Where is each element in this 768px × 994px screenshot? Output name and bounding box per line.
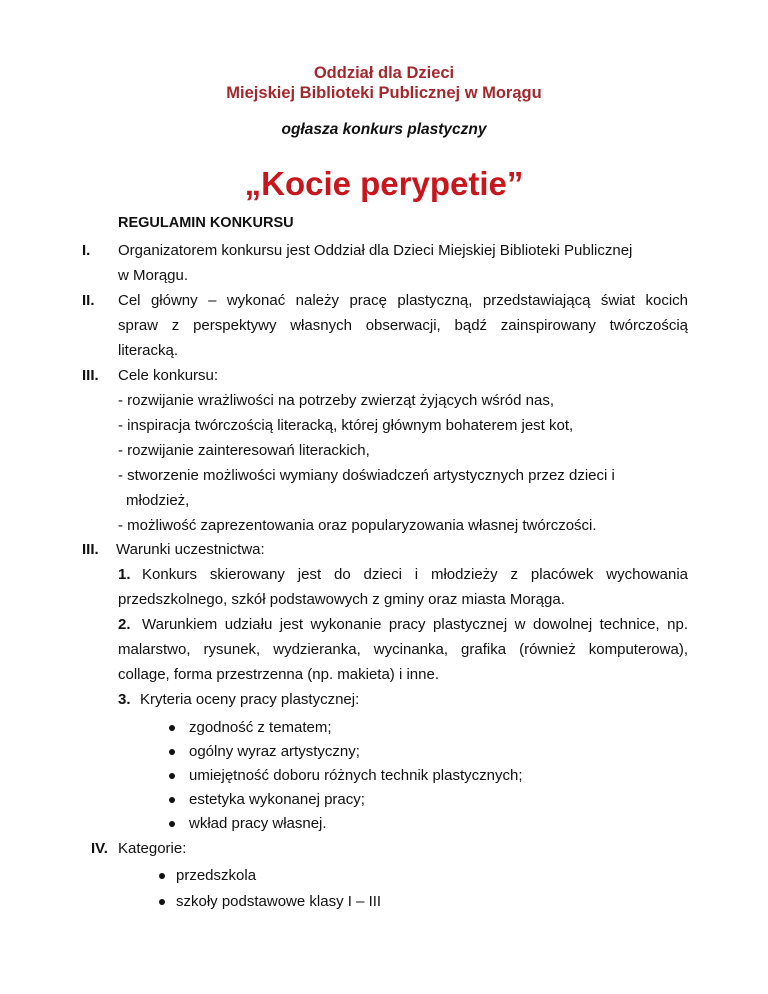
contest-title: „Kocie perypetie”: [244, 165, 524, 202]
item-text: Warunkiem udziału jest wykonanie pracy plastycznej w dowolnej technice, np.: [142, 616, 688, 633]
item-number: 3.: [118, 691, 131, 708]
item-number: 1.: [118, 566, 131, 583]
list-item: wkład pracy własnej.: [189, 815, 327, 832]
bullet-icon: [159, 899, 165, 905]
list-item: przedszkola: [176, 867, 257, 884]
organizer-name-line1: Oddział dla Dzieci: [313, 64, 455, 82]
list-item: - stworzenie możliwości wymiany doświadczeń artystycznych przez dzieci i: [118, 467, 615, 484]
item-text: Konkurs skierowany jest do dzieci i młodzieży z placówek wychowania: [142, 566, 688, 583]
bullet-icon: [159, 873, 165, 879]
item-number: 2.: [118, 616, 131, 633]
section-number: IV.: [91, 840, 108, 857]
regulations-title: REGULAMIN KONKURSU: [118, 215, 294, 231]
section-heading: Kategorie:: [118, 840, 187, 857]
section-text: w Morągu.: [118, 267, 189, 284]
bullet-icon: [169, 725, 175, 731]
section-number: I.: [82, 242, 91, 259]
list-item: zgodność z tematem;: [189, 719, 332, 736]
section-text: Organizatorem konkursu jest Oddział dla Dzieci Miejskiej Biblioteki Publicznej: [118, 242, 633, 259]
section-text: spraw z perspektywy własnych obserwacji, bądź zainspirowany twórczością: [118, 317, 688, 334]
item-heading: Kryteria oceny pracy plastycznej:: [140, 691, 360, 708]
list-item: - rozwijanie wrażliwości na potrzeby zwierząt żyjących wśród nas,: [118, 392, 554, 409]
bullet-icon: [169, 749, 175, 755]
section-number: III.: [82, 541, 99, 558]
list-item: umiejętność doboru różnych technik plastycznych;: [189, 767, 523, 784]
list-item: szkoły podstawowe klasy I – III: [176, 893, 382, 910]
list-item: - inspiracja twórczością literacką, której głównym bohaterem jest kot,: [118, 417, 574, 434]
item-text: malarstwo, rysunek, wydzieranka, wycinanka, grafika (również komputerowa),: [118, 641, 688, 658]
list-item: estetyka wykonanej pracy;: [189, 791, 365, 808]
section-text: literacką.: [118, 342, 179, 359]
section-number: II.: [82, 292, 95, 309]
bullet-icon: [169, 797, 175, 803]
item-text: collage, forma przestrzenna (np. makieta) i inne.: [118, 666, 439, 683]
section-heading: Cele konkursu:: [118, 367, 219, 384]
section-number: III.: [82, 367, 99, 384]
list-item: - rozwijanie zainteresowań literackich,: [118, 442, 370, 459]
list-item: młodzież,: [126, 492, 190, 509]
bullet-icon: [169, 821, 175, 827]
list-item: ogólny wyraz artystyczny;: [189, 743, 360, 760]
section-text: Cel główny – wykonać należy pracę plastyczną, przedstawiającą świat kocich: [118, 292, 688, 309]
list-item: - możliwość zaprezentowania oraz popularyzowania własnej twórczości.: [118, 517, 597, 534]
bullet-icon: [169, 773, 175, 779]
item-text: przedszkolnego, szkół podstawowych z gminy oraz miasta Morąga.: [118, 591, 565, 608]
announcement: ogłasza konkurs plastyczny: [281, 121, 487, 138]
section-heading: Warunki uczestnictwa:: [116, 541, 265, 558]
organizer-name-line2: Miejskiej Biblioteki Publicznej w Morągu: [226, 84, 542, 102]
